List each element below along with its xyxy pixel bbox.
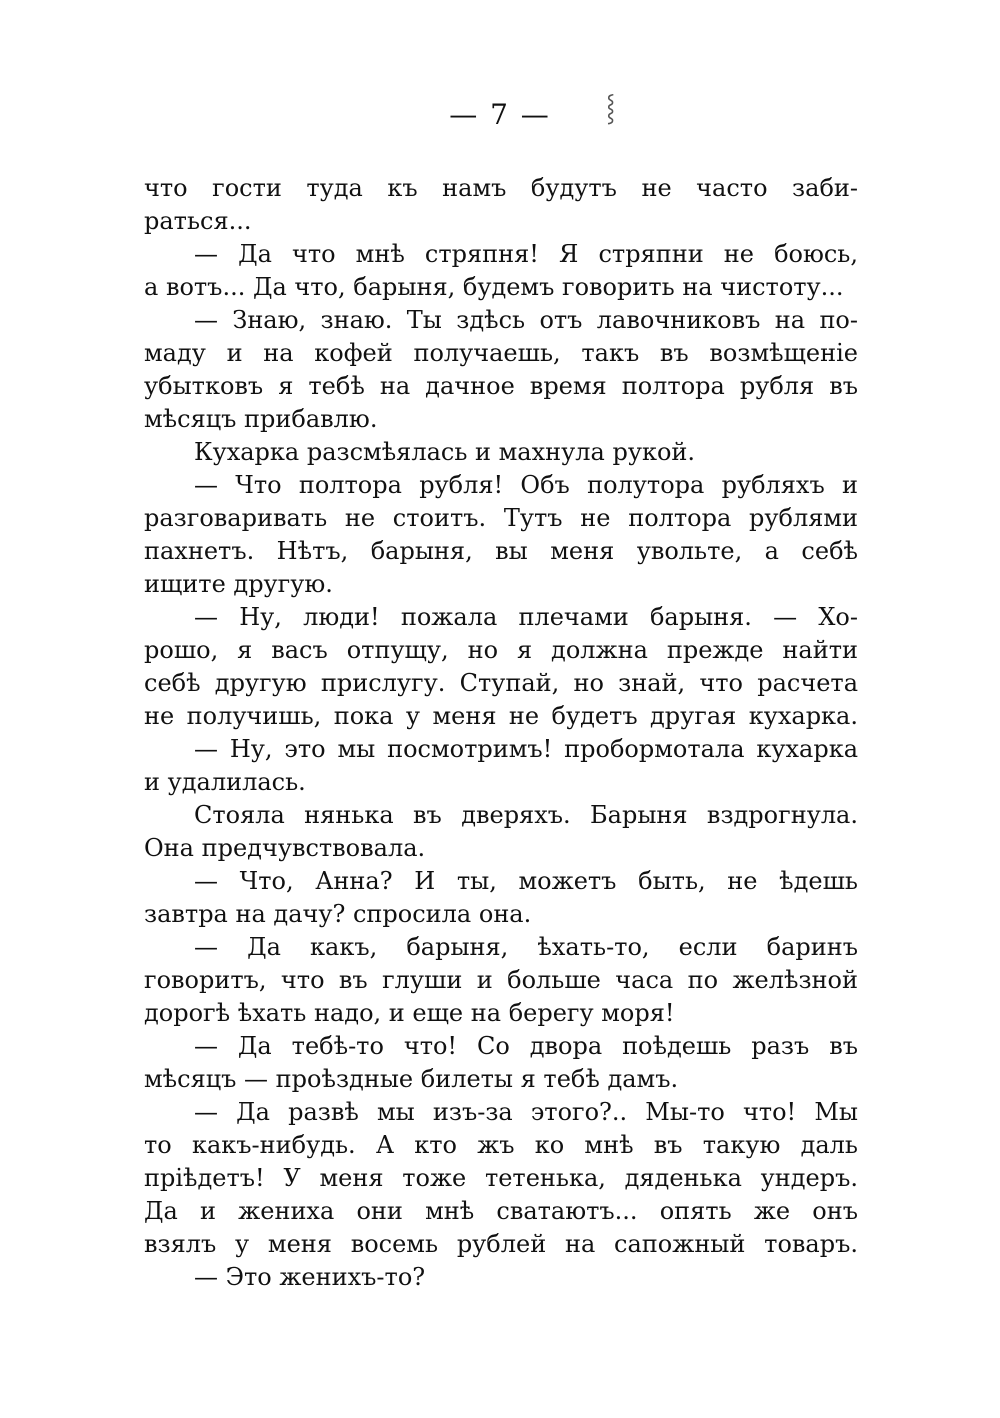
text-line: пріѣдетъ! У меня тоже тетенька, дяденька ундеръ. xyxy=(144,1164,858,1192)
text-line: — Знаю, знаю. Ты здѣсь отъ лавочниковъ на по- xyxy=(194,306,858,334)
text-line: — Ну, люди! пожала плечами барыня. — Хо- xyxy=(194,603,858,631)
text-line: завтра на дачу? спросила она. xyxy=(144,900,532,928)
text-line: раться... xyxy=(144,207,252,235)
text-line: взялъ у меня восемь рублей на сапожный товаръ. xyxy=(144,1230,858,1258)
text-line: — Ну, это мы посмотримъ! пробормотала кухарка xyxy=(194,735,858,763)
text-line: мѣсяцъ прибавлю. xyxy=(144,405,378,433)
text-line: — Да тебѣ-то что! Со двора поѣдешь разъ въ xyxy=(194,1032,858,1060)
text-line: — Да что мнѣ стряпня! Я стряпни не боюсь, xyxy=(194,240,858,268)
margin-pencil-mark: ⸾ xyxy=(606,93,616,123)
text-line: то какъ-нибудь. А кто жъ ко мнѣ въ такую даль xyxy=(144,1131,858,1159)
text-line: разговаривать не стоитъ. Тутъ не полтора рублями xyxy=(144,504,858,532)
text-line: мѣсяцъ — проѣздные билеты я тебѣ дамъ. xyxy=(144,1065,679,1093)
text-line: маду и на кофей получаешь, такъ въ возмѣщеніе xyxy=(144,339,858,367)
text-line: и удалилась. xyxy=(144,768,306,796)
text-line: а вотъ... Да что, барыня, будемъ говорить на чистоту... xyxy=(144,273,844,301)
text-line: — Что полтора рубля! Объ полутора рубляхъ и xyxy=(194,471,858,499)
text-line: что гости туда къ намъ будутъ не часто заби- xyxy=(144,174,858,202)
text-line: пахнетъ. Нѣтъ, барыня, вы меня увольте, а себѣ xyxy=(144,537,858,565)
text-line: не получишь, пока у меня не будетъ другая кухарка. xyxy=(144,702,858,730)
text-line: Она предчувствовала. xyxy=(144,834,426,862)
text-line: — Это женихъ-то? xyxy=(194,1263,426,1291)
text-line: дорогѣ ѣхать надо, и еще на берегу моря! xyxy=(144,999,675,1027)
text-line: Да и жениха они мнѣ сватаютъ... опять же онъ xyxy=(144,1197,858,1225)
text-line: — Что, Анна? И ты, можетъ быть, не ѣдешь xyxy=(194,867,858,895)
text-line: — Да развѣ мы изъ-за этого?.. Мы-то что! Мы xyxy=(194,1098,858,1126)
text-line: говоритъ, что въ глуши и больше часа по желѣзной xyxy=(144,966,858,994)
text-line: Кухарка разсмѣялась и махнула рукой. xyxy=(194,438,696,466)
text-line: ищите другую. xyxy=(144,570,333,598)
text-line: — Да какъ, барыня, ѣхать-то, если баринъ xyxy=(194,933,858,961)
text-line: Стояла нянька въ дверяхъ. Барыня вздрогнула. xyxy=(194,801,858,829)
body-text xyxy=(144,172,858,1294)
page-number: — 7 — xyxy=(449,98,551,131)
text-line: рошо, я васъ отпущу, но я должна прежде найти xyxy=(144,636,858,664)
text-line: себѣ другую прислугу. Ступай, но знай, что расчета xyxy=(144,669,858,697)
text-line: убытковъ я тебѣ на дачное время полтора рубля въ xyxy=(144,372,858,400)
